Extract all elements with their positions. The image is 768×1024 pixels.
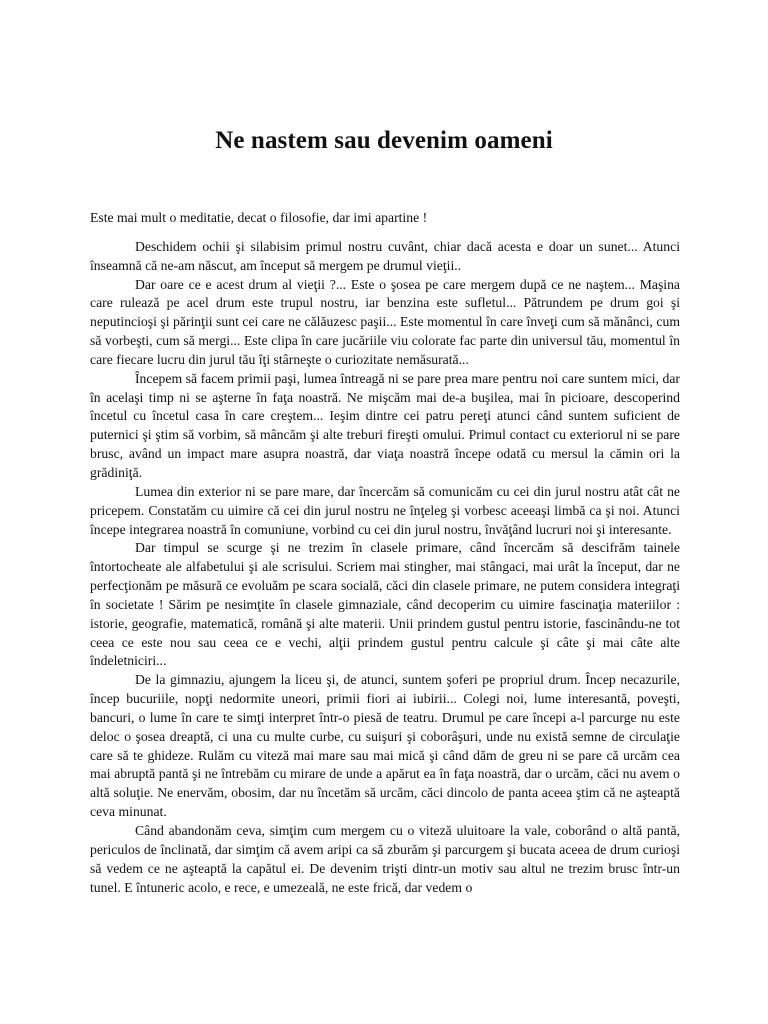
document-subtitle: Este mai mult o meditatie, decat o filosofie, dar imi apartine !: [90, 210, 428, 225]
document-body: [90, 209, 680, 897]
paragraph: Lumea din exterior ni se pare mare, dar încercăm să comunicăm cu cei din jurul nostru atât cât ne pricepem. Constatăm cu uimire că cei din jurul nostru ne înţeleg şi vorbesc aceeaşi limbă ca şi noi. Atunci începe integrarea noastră în comuniune, vorbind cu cei din jurul nostru, învăţând lucruri noi şi interesante.: [90, 483, 680, 537]
paragraph: Dar oare ce e acest drum al vieţii ?... Este o şosea pe care mergem după ce ne naştem... Maşina care rulează pe acel drum este trupul nostru, iar benzina este sufletul... Pătrundem pe drum goi şi neputincioşi şi părinţii sunt cei care ne călăuzesc paşii... Este momentul în care înveţi cum să mănânci, cum să vorbeşti, cum să mergi... Este clipa în care jucăriile viu colorate fac parte din universul tău, momentul în care fiecare lucru din jurul tău îţi stârneşte o curiozitate nemăsurată...: [90, 276, 680, 367]
document-title: Ne nastem sau devenim oameni: [215, 127, 553, 154]
paragraph: Când abandonăm ceva, simţim cum mergem cu o viteză uluitoare la vale, coborând o altă pantă, periculos de înclinată, dar simţim că avem aripi ca să zburăm şi parcurgem şi bucata aceea de drum curioşi să vedem ce ne aşteaptă la capătul ei. De devenim trişti dintr-un motiv sau altul ne trezim brusc într-un tunel. E întuneric acolo, e rece, e umezeală, ne este frică, dar vedem o: [90, 823, 680, 895]
paragraph: De la gimnaziu, ajungem la liceu şi, de atunci, suntem şoferi pe propriul drum. Încep necazurile, încep bucuriile, nopţi nedormite uneori, primii fiori ai iubirii... Colegi noi, lume interesantă, poveşti, bancuri, o lume în care te simţi interpret într-o piesă de teatru. Drumul pe care începi a-l parcurge nu este deloc o şosea dreaptă, ci una cu multe curbe, cu suişuri şi coborâşuri, unde nu există semne de circulaţie care să te ghideze. Rulăm cu viteză mai mare sau mai mică şi când dăm de greu ni se pare că urcăm cea mai abruptă pantă şi ne întrebăm cu mirare de unde a apărut ea în faţa noastră, dar o urcăm, căci nu avem o altă soluţie. Ne enervăm, obosim, dar nu încetăm să urcăm, căci dincolo de panta aceea ştim că ne aşteaptă ceva minunat.: [90, 672, 680, 820]
paragraph: Dar timpul se scurge şi ne trezim în clasele primare, când încercăm să descifrăm tainele întortocheate ale alfabetului şi ale scrisului. Scriem mai stingher, mai stângaci, mai urât la început, dar ne perfecţionăm pe măsură ce evoluăm pe scara socială, căci din clasele primare, ne putem considera integraţi în societate ! Sărim pe nesimţite în clasele gimnaziale, când decoperim cu uimire fascinaţia materiilor : istorie, geografie, matematică, română şi alte materii. Unii prindem gustul pentru istorie, fascinându-ne tot ceea ce este nou sau ceea ce e vechi, alţii prindem gustul pentru calcule şi câte şi mai câte alte îndeletniciri...: [90, 540, 680, 669]
paragraph: Deschidem ochii şi silabisim primul nostru cuvânt, chiar dacă acesta e doar un sunet... Atunci înseamnă că ne-am născut, am început să mergem pe drumul vieţii..: [90, 238, 680, 273]
paragraph: Începem să facem primii paşi, lumea întreagă ni se pare prea mare pentru noi care suntem mici, dar în acelaşi timp ni se aşterne în faţa noastră. Ne mişcăm mai de-a buşilea, mai în picioare, descoperind încetul cu încetul casa în care creştem... Ieşim dintre cei patru pereţi atunci când suntem suficient de puternici şi ştim să vorbim, să mâncăm şi alte treburi fireşti omului. Primul contact cu exteriorul ni se pare brusc, având un impact mare asupra noastră, dar viaţa noastră începe odată cu mersul la cămin ori la grădiniţă.: [90, 370, 680, 480]
